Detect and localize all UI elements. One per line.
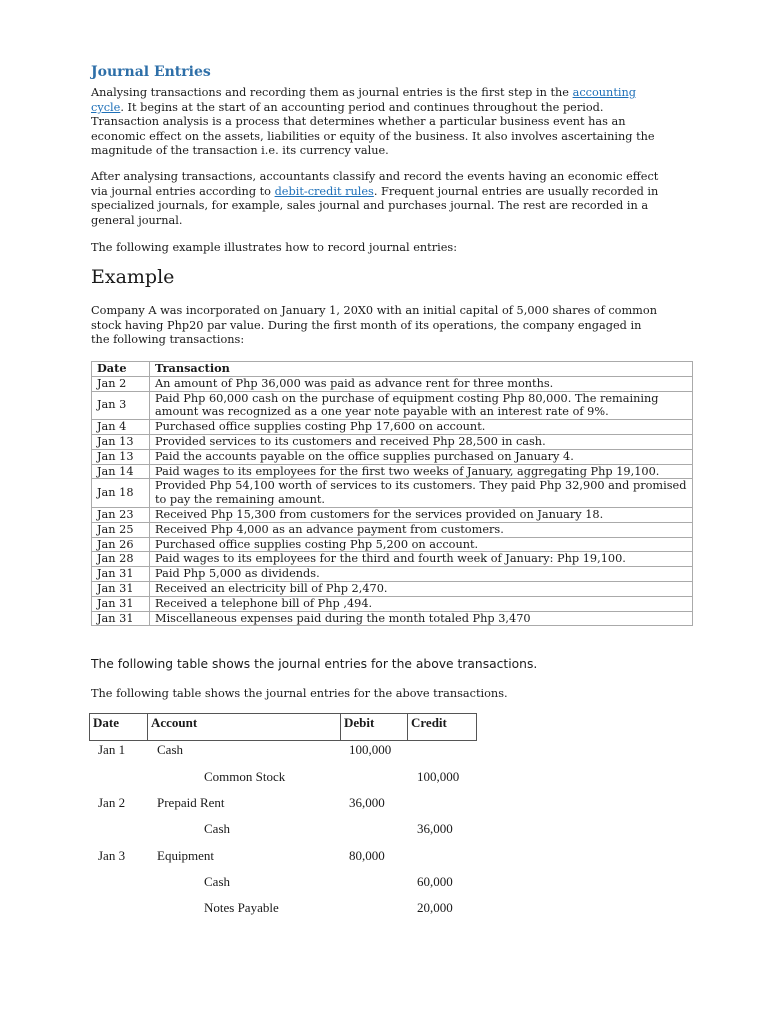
journal-caption-serif: The following table shows the journal entries for the above transactions.	[91, 687, 508, 700]
journal-row	[0, 742, 768, 760]
transaction-description: Paid Php 60,000 cash on the purchase of equipment costing Php 80,000. The remaining amount was recognized as a one year note payable with an interest rate of 9%.	[150, 391, 693, 420]
journal-row	[0, 795, 768, 813]
journal-row	[0, 821, 768, 839]
transaction-date: Jan 2	[92, 376, 150, 391]
debit-credit-rules-link[interactable]: debit-credit rules	[274, 184, 374, 198]
transaction-row	[92, 479, 693, 508]
journal-account: Equipment	[157, 848, 215, 863]
transaction-date: Jan 31	[92, 611, 150, 626]
transaction-row	[92, 464, 693, 479]
journal-row	[0, 900, 768, 918]
transaction-date: Jan 31	[92, 581, 150, 596]
intro-text-2: . It begins at the start of an accounting period and continues throughout the period. Transaction analysis is a process that determines whether a particular business event has an economic effect on the assets, liabilities or equity of the business. It also involves ascertaining the magnitude of the transaction i.e. its currency value.	[91, 100, 655, 158]
transaction-description: Paid the accounts payable on the office supplies purchased on January 4.	[150, 449, 693, 464]
journal-credit: 100,000	[417, 769, 460, 784]
transaction-date: Jan 18	[92, 479, 150, 508]
transaction-description: Received a telephone bill of Php ,494.	[150, 596, 693, 611]
accounting-cycle-link[interactable]: accounting cycle	[91, 86, 636, 114]
transaction-description: Paid Php 5,000 as dividends.	[150, 567, 693, 582]
intro-paragraph	[91, 86, 671, 159]
example-heading: Example	[91, 266, 175, 288]
transaction-row	[92, 522, 693, 537]
transaction-row	[92, 581, 693, 596]
journal-row	[0, 874, 768, 892]
transaction-row	[92, 552, 693, 567]
je-debit-header: Debit	[340, 713, 408, 741]
journal-account: Cash	[204, 874, 230, 889]
transaction-column-header: Transaction	[150, 362, 693, 377]
transaction-date: Jan 25	[92, 522, 150, 537]
journal-credit: 20,000	[417, 900, 453, 915]
journal-caption-sans: The following table shows the journal entries for the above transactions.	[91, 657, 538, 671]
transaction-date: Jan 3	[92, 391, 150, 420]
analysis-text-2: . Frequent journal entries are usually recorded in specialized journals, for example, sales journal and purchases journal. The rest are recorded in a general journal.	[91, 184, 659, 227]
transaction-row	[92, 537, 693, 552]
transaction-row	[92, 420, 693, 435]
transactions-header-row	[92, 362, 693, 377]
journal-table-header	[89, 713, 477, 741]
analysis-paragraph	[91, 170, 671, 228]
journal-account: Notes Payable	[204, 900, 279, 915]
transaction-description: Paid wages to its employees for the first two weeks of January, aggregating Php 19,100.	[150, 464, 693, 479]
transaction-date: Jan 26	[92, 537, 150, 552]
transaction-description: Provided services to its customers and received Php 28,500 in cash.	[150, 434, 693, 449]
transaction-date: Jan 4	[92, 420, 150, 435]
example-intro-paragraph: Company A was incorporated on January 1, 20X0 with an initial capital of 5,000 shares of common stock having Php20 par value. During the first month of its operations, the company engaged in the following transactions:	[91, 304, 657, 347]
transactions-table	[91, 361, 693, 626]
transaction-date: Jan 28	[92, 552, 150, 567]
je-date-header: Date	[89, 713, 148, 741]
transaction-description: Received an electricity bill of Php 2,470.	[150, 581, 693, 596]
journal-credit: 36,000	[417, 821, 453, 836]
transaction-date: Jan 14	[92, 464, 150, 479]
je-credit-header: Credit	[407, 713, 477, 741]
transaction-date: Jan 13	[92, 434, 150, 449]
transaction-description: Paid wages to its employees for the third and fourth week of January: Php 19,100.	[150, 552, 693, 567]
journal-account: Common Stock	[204, 769, 286, 784]
page-title: Journal Entries	[91, 64, 211, 80]
journal-credit: 60,000	[417, 874, 453, 889]
transaction-date: Jan 31	[92, 596, 150, 611]
journal-debit: 80,000	[349, 848, 385, 863]
transaction-date: Jan 23	[92, 507, 150, 522]
journal-account: Cash	[157, 742, 183, 757]
transaction-description: Purchased office supplies costing Php 17,600 on account.	[150, 420, 693, 435]
journal-row	[0, 769, 768, 787]
transaction-row	[92, 611, 693, 626]
transaction-description: Miscellaneous expenses paid during the month totaled Php 3,470	[150, 611, 693, 626]
transaction-row	[92, 434, 693, 449]
transaction-description: Received Php 15,300 from customers for the services provided on January 18.	[150, 507, 693, 522]
transaction-row	[92, 507, 693, 522]
transaction-description: Purchased office supplies costing Php 5,200 on account.	[150, 537, 693, 552]
transaction-date: Jan 31	[92, 567, 150, 582]
transaction-row	[92, 596, 693, 611]
journal-date: Jan 2	[98, 795, 126, 810]
journal-debit: 100,000	[349, 742, 392, 757]
transaction-description: Provided Php 54,100 worth of services to its customers. They paid Php 32,900 and promised to pay the remaining amount.	[150, 479, 693, 508]
transaction-description: Received Php 4,000 as an advance payment from customers.	[150, 522, 693, 537]
journal-account: Prepaid Rent	[157, 795, 225, 810]
transaction-row	[92, 449, 693, 464]
journal-debit: 36,000	[349, 795, 385, 810]
journal-date: Jan 1	[98, 742, 126, 757]
journal-date: Jan 3	[98, 848, 126, 863]
journal-row	[0, 848, 768, 866]
transaction-row	[92, 391, 693, 420]
transaction-description: An amount of Php 36,000 was paid as advance rent for three months.	[150, 376, 693, 391]
transaction-row	[92, 567, 693, 582]
transaction-date: Jan 13	[92, 449, 150, 464]
intro-text-1: Analysing transactions and recording them as journal entries is the first step in the	[91, 86, 573, 99]
transaction-row	[92, 376, 693, 391]
je-account-header: Account	[147, 713, 341, 741]
journal-account: Cash	[204, 821, 230, 836]
date-column-header: Date	[92, 362, 150, 377]
analysis-text-1: After analysing transactions, accountants classify and record the events having an economic effect via journal entries according to	[91, 170, 659, 198]
example-lead-paragraph: The following example illustrates how to record journal entries:	[91, 241, 458, 254]
